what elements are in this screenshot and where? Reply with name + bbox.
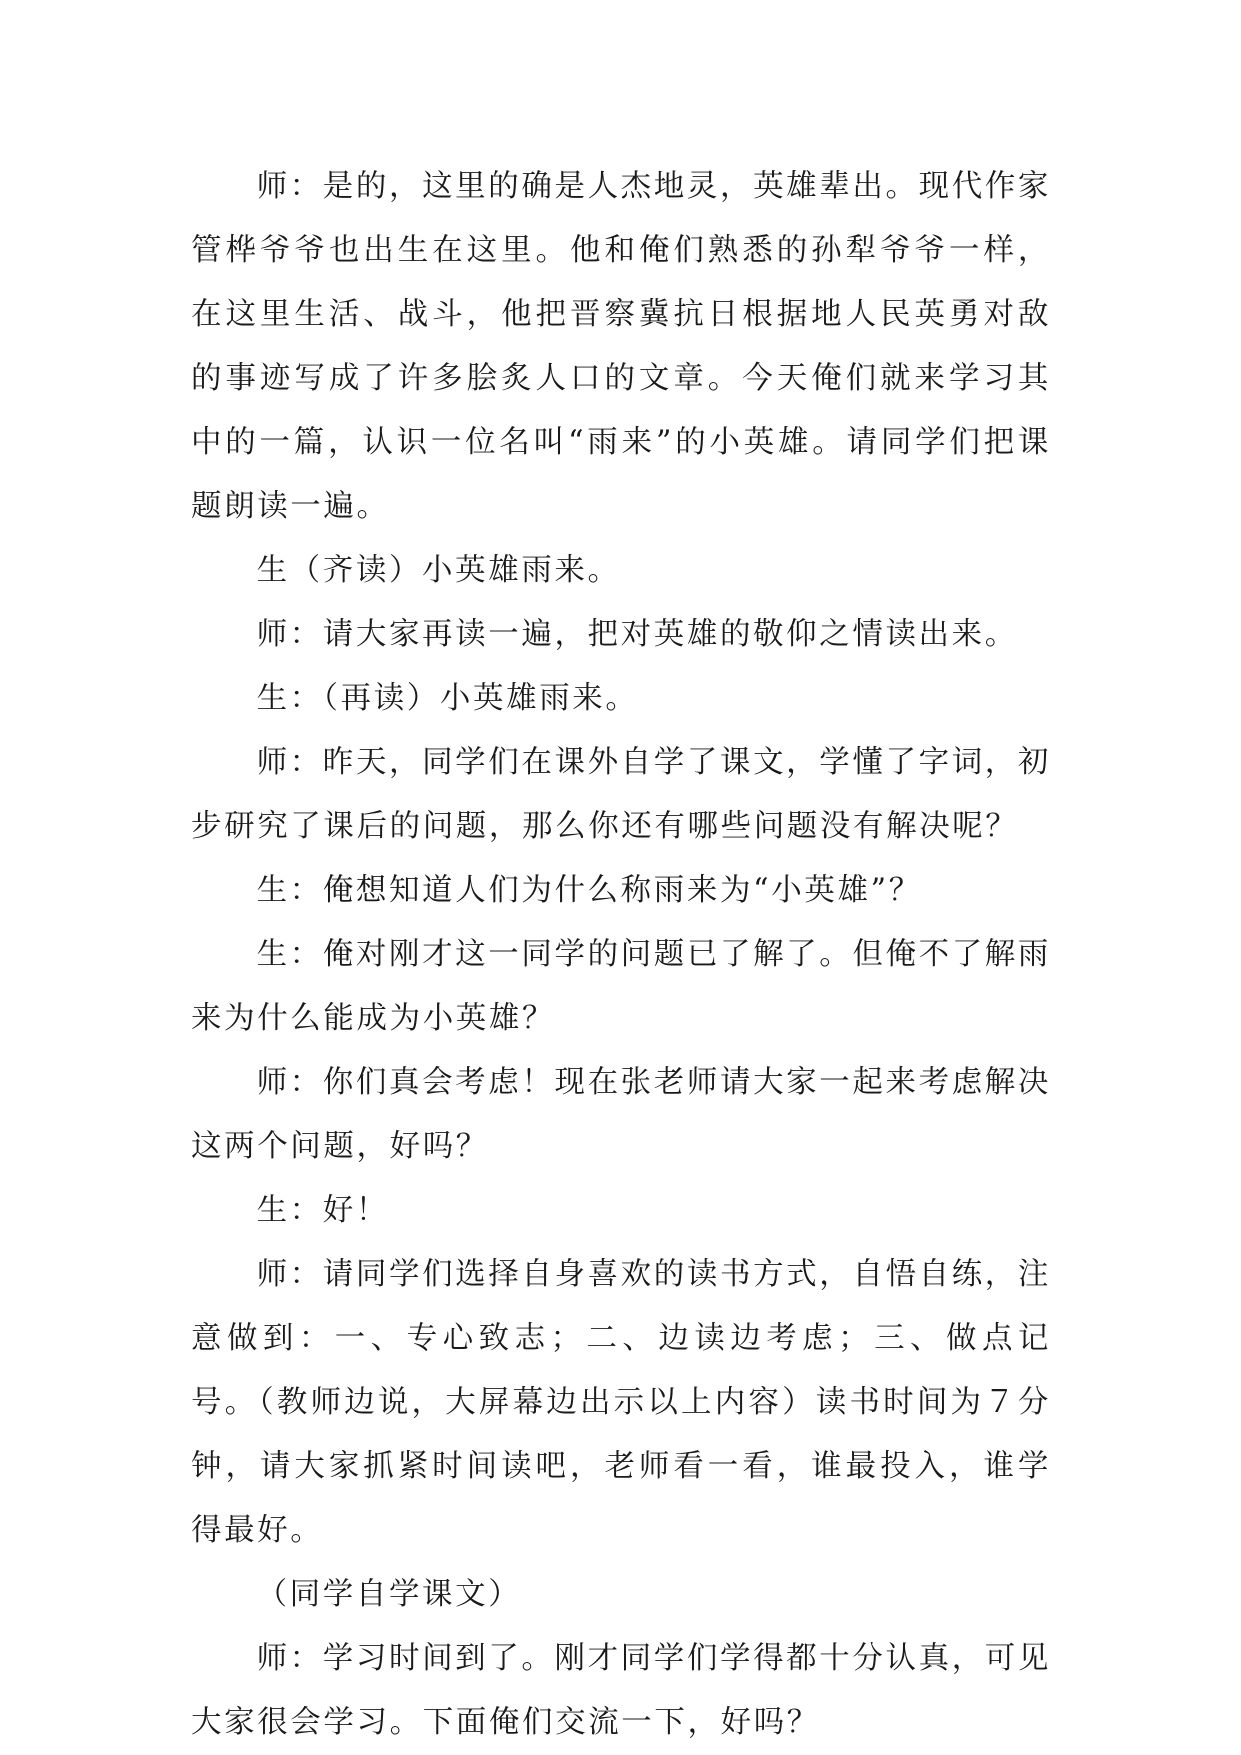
paragraph-teacher-time-up: 师：学习时间到了。刚才同学们学得都十分认真，可见大家很会学习。下面俺们交流一下，好吗？ [191, 1641, 1051, 1740]
paragraph-stage-direction: （同学自学课文） [256, 1577, 522, 1612]
paragraph-teacher-intro: 师：是的，这里的确是人杰地灵，英雄辈出。现代作家管桦爷爷也出生在这里。他和俺们熟悉的孙犁爷爷一样，在这里生活、战斗，他把晋察冀抗日根据地人民英勇对敌的事迹写成了许多脍炙人口的文章。今天俺们就来学习其中的一篇，认识一位名叫“雨来”的小英雄。请同学们把课题朗读一遍。 [191, 169, 1051, 524]
paragraph-student-reread: 生：（再读）小英雄雨来。 [256, 681, 639, 716]
paragraph-teacher-read-again: 师：请大家再读一遍，把对英雄的敬仰之情读出来。 [256, 617, 1018, 652]
document-page [191, 155, 1051, 1755]
paragraph-student-read-title: 生（齐读）小英雄雨来。 [256, 553, 621, 588]
paragraph-student-agree: 生：好！ [256, 1193, 389, 1228]
paragraph-teacher-question: 师：昨天，同学们在课外自学了课文，学懂了字词，初步研究了课后的问题，那么你还有哪些问题没有解决呢？ [191, 745, 1051, 844]
paragraph-teacher-praise: 师：你们真会考虑！现在张老师请大家一起来考虑解决这两个问题，好吗？ [191, 1065, 1051, 1164]
paragraph-teacher-instructions: 师：请同学们选择自身喜欢的读书方式，自悟自练，注意做到：一、专心致志；二、边读边考虑；三、做点记号。（教师边说，大屏幕边出示以上内容）读书时间为７分钟，请大家抓紧时间读吧，老师看一看，谁最投入，谁学得最好。 [191, 1257, 1051, 1548]
paragraph-student-question-2: 生：俺对刚才这一同学的问题已了解了。但俺不了解雨来为什么能成为小英雄？ [191, 937, 1051, 1036]
paragraph-student-question-1: 生：俺想知道人们为什么称雨来为“小英雄”？ [256, 873, 922, 908]
